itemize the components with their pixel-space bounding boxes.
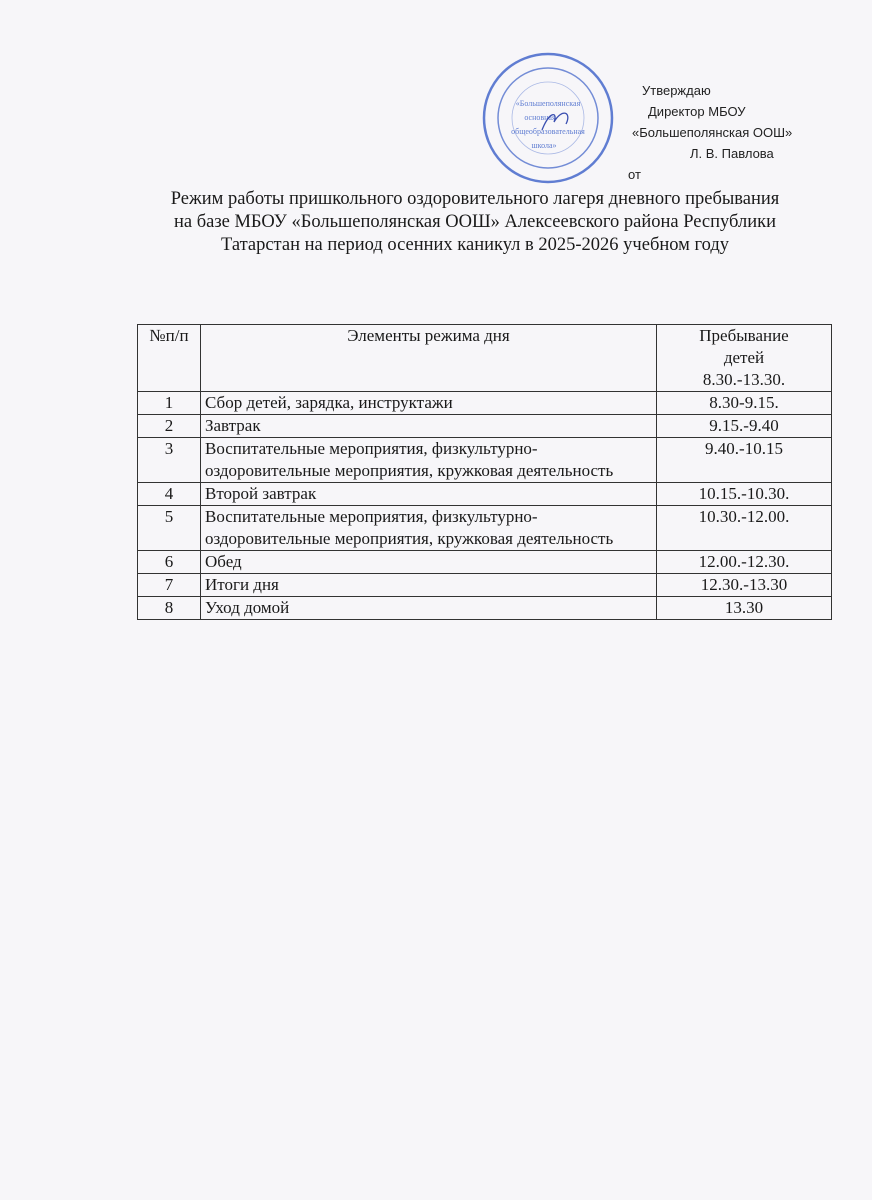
row-number: 5	[138, 506, 201, 551]
title-line: Татарстан на период осенних каникул в 2025-2026 учебном году	[221, 235, 729, 255]
row-element: Итоги дня	[201, 574, 657, 597]
row-number: 6	[138, 551, 201, 574]
header-num: №п/п	[138, 325, 201, 392]
row-time: 9.40.-10.15	[657, 438, 832, 483]
approval-position: Директор МБОУ	[648, 104, 746, 119]
header-element: Элементы режима дня	[201, 325, 657, 392]
table-header-row	[138, 325, 832, 392]
row-time: 9.15.-9.40	[657, 415, 832, 438]
svg-text:школа»: школа»	[531, 141, 557, 150]
svg-text:«Большеполянская: «Большеполянская	[515, 99, 581, 108]
row-time: 12.30.-13.30	[657, 574, 832, 597]
row-time: 12.00.-12.30.	[657, 551, 832, 574]
row-element: Воспитательные мероприятия, физкультурно-оздоровительные мероприятия, кружковая деятельность	[201, 438, 657, 483]
approval-block	[628, 80, 793, 185]
row-number: 4	[138, 483, 201, 506]
table-row	[138, 392, 832, 415]
row-number: 1	[138, 392, 201, 415]
table-row	[138, 597, 832, 620]
title-line: на базе МБОУ «Большеполянская ООШ» Алексеевского района Республики	[173, 212, 777, 232]
svg-text:общеобразовательная: общеобразовательная	[511, 127, 585, 136]
row-element: Обед	[201, 551, 657, 574]
table-row	[138, 483, 832, 506]
table-row	[138, 415, 832, 438]
approval-school: «Большеполянская ООШ»	[632, 125, 793, 140]
row-time: 13.30	[657, 597, 832, 620]
approval-date: от	[628, 167, 641, 182]
table-row	[138, 438, 832, 483]
row-time: 8.30-9.15.	[657, 392, 832, 415]
row-number: 8	[138, 597, 201, 620]
official-stamp	[480, 50, 616, 186]
schedule-table	[137, 324, 832, 620]
table-row	[138, 574, 832, 597]
header-time	[657, 325, 832, 392]
row-element: Воспитательные мероприятия, физкультурно-оздоровительные мероприятия, кружковая деятельность	[201, 506, 657, 551]
row-time: 10.30.-12.00.	[657, 506, 832, 551]
svg-text:основная: основная	[524, 113, 556, 122]
row-element: Уход домой	[201, 597, 657, 620]
approval-line: Утверждаю	[642, 83, 711, 98]
row-element: Сбор детей, зарядка, инструктажи	[201, 392, 657, 415]
row-number: 7	[138, 574, 201, 597]
row-number: 2	[138, 415, 201, 438]
page-title	[130, 188, 820, 257]
header-time-line: 8.30.-13.30.	[702, 370, 786, 389]
header-time-line: Пребывание	[699, 326, 789, 345]
table-row	[138, 551, 832, 574]
row-element: Второй завтрак	[201, 483, 657, 506]
row-element: Завтрак	[201, 415, 657, 438]
table-row	[138, 506, 832, 551]
approval-director-name: Л. В. Павлова	[690, 146, 774, 161]
title-line: Режим работы пришкольного оздоровительного лагеря дневного пребывания	[170, 189, 780, 209]
row-number: 3	[138, 438, 201, 483]
row-time: 10.15.-10.30.	[657, 483, 832, 506]
header-time-line: детей	[723, 348, 765, 367]
